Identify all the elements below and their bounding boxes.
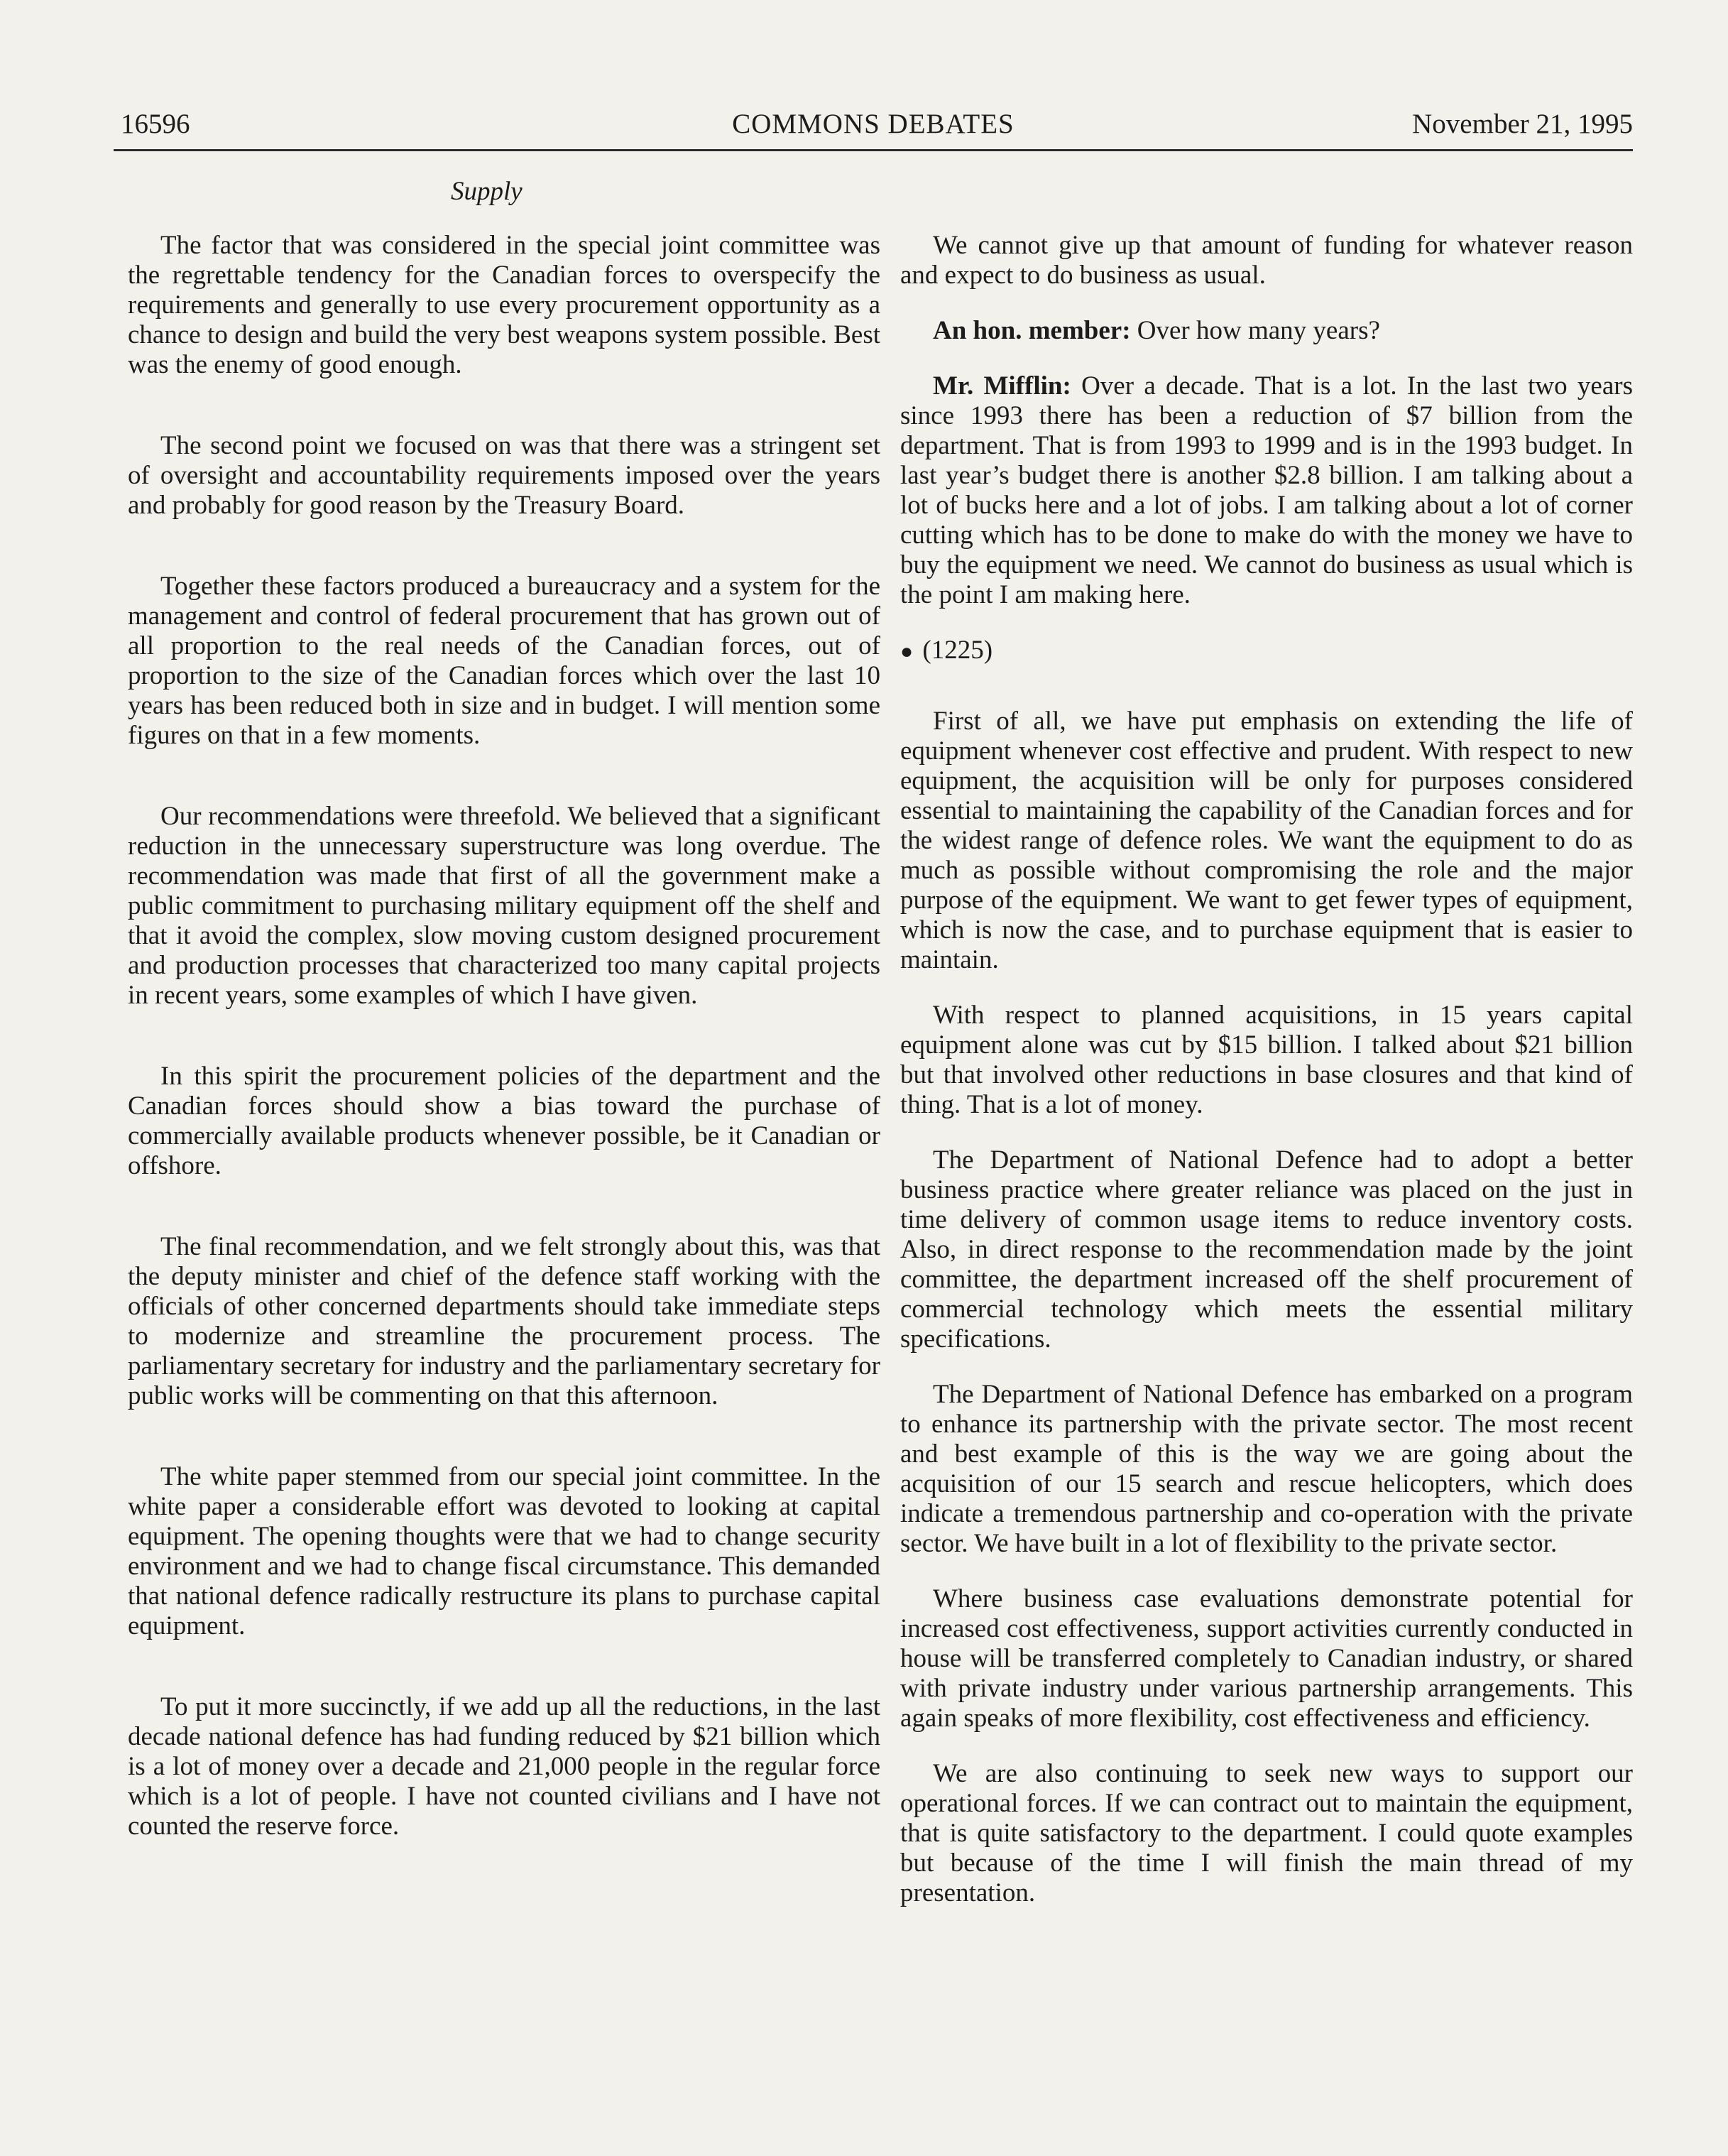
paragraph: The final recommendation, and we felt strongly about this, was that the deputy minister and chief of the defence staff working with the officials of other concerned departments should take immediate steps to modernize and streamline the procurement process. The parliamentary secretary for industry and the parliamentary secretary for public works will be commenting on that this afternoon. <box>128 1232 880 1410</box>
issue-date: November 21, 1995 <box>1412 109 1633 139</box>
left-column <box>128 231 880 1893</box>
right-column <box>900 231 1633 1934</box>
paragraph: The Department of National Defence had to adopt a better business practice where greater reliance was placed on the just in time delivery of common usage items to reduce inventory costs. Also, in direct response to the recommendation made by the joint committee, the department increased off the shelf procurement of commercial technology which meets the essential military specifications. <box>900 1145 1633 1354</box>
paragraph: Together these factors produced a bureaucracy and a system for the management and control of federal procurement that has grown out of all proportion to the real needs of the Canadian forces, out of proportion to the size of the Canadian forces which over the last 10 years has been reduced both in size and in budget. I will mention some figures on that in a few moments. <box>128 572 880 750</box>
paragraph: First of all, we have put emphasis on extending the life of equipment whenever cost effective and prudent. With respect to new equipment, the acquisition will be only for purposes considered essential to maintaining the capability of the Canadian forces and for the widest range of defence roles. We want the equipment to do as much as possible without compromising the role and the major purpose of the equipment. We want to get fewer types of equipment, which is now the case, and to purchase equipment that is easier to maintain. <box>900 707 1633 974</box>
time-marker <box>900 636 1633 667</box>
publication-title: COMMONS DEBATES <box>732 109 1015 139</box>
speech-text: Over a decade. That is a lot. In the last two years since 1993 there has been a reduction of $7 billion from the department. That is from 1993 to 1999 and is in the 1993 budget. In last year’s budget there is another $2.8 billion. I am talking about a lot of bucks here and a lot of jobs. I am talking about a lot of corner cutting which has to be done to make do with the money we have to buy the equipment we need. We cannot do business as usual which is the point I am making here. <box>900 371 1633 609</box>
page-number: 16596 <box>121 109 190 139</box>
paragraph: In this spirit the procurement policies of the department and the Canadian forces should show a bias toward the purchase of commercially available products whenever possible, be it Canadian or offshore. <box>128 1062 880 1180</box>
speaker-name: Mr. Mifflin: <box>933 371 1071 401</box>
paragraph: Our recommendations were threefold. We believed that a significant reduction in the unnecessary superstructure was long overdue. The recommendation was made that first of all the government make a public commitment to purchasing military equipment off the shelf and that it avoid the complex, slow moving custom designed procurement and production processes that characterized too many capital projects in recent years, some examples of which I have given. <box>128 802 880 1010</box>
paragraph: Where business case evaluations demonstrate potential for increased cost effectiveness, support activities currently conducted in house will be transferred completely to Canadian industry, or shared with private industry under various partnership arrangements. This again speaks of more flexibility, cost effectiveness and efficiency. <box>900 1584 1633 1733</box>
time-marker-text: (1225) <box>922 636 993 665</box>
paragraph: We cannot give up that amount of funding for whatever reason and expect to do business as usual. <box>900 231 1633 290</box>
paragraph: We are also continuing to seek new ways to support our operational forces. If we can contract out to maintain the equipment, that is quite satisfactory to the department. I could quote examples but because of the time I will finish the main thread of my presentation. <box>900 1759 1633 1907</box>
speaker-name: An hon. member: <box>933 316 1131 345</box>
bullet-icon: ● <box>900 640 914 663</box>
header-rule <box>114 149 1633 151</box>
page-header <box>114 108 1633 151</box>
speech-text: Over how many years? <box>1137 316 1380 345</box>
paragraph: The Department of National Defence has embarked on a program to enhance its partnership with the private sector. The most recent and best example of this is the way we are going about the acquisition of our 15 search and rescue helicopters, which does indicate a tremendous partnership and co-operation with the private sector. We have built in a lot of flexibility to the private sector. <box>900 1380 1633 1558</box>
paragraph: The white paper stemmed from our special joint committee. In the white paper a considerable effort was devoted to looking at capital equipment. The opening thoughts were that we had to change security environment and we had to change fiscal circumstance. This demanded that national defence radically restructure its plans to purchase capital equipment. <box>128 1462 880 1640</box>
paragraph: The factor that was considered in the special joint committee was the regrettable tendency for the Canadian forces to overspecify the requirements and generally to use every procurement opportunity as a chance to design and build the very best weapons system possible. Best was the enemy of good enough. <box>128 231 880 379</box>
paragraph: With respect to planned acquisitions, in 15 years capital equipment alone was cut by $15 billion. I talked about $21 billion but that involved other reductions in base closures and that kind of thing. That is a lot of money. <box>900 1001 1633 1119</box>
paragraph: The second point we focused on was that there was a stringent set of oversight and accountability requirements imposed over the years and probably for good reason by the Treasury Board. <box>128 431 880 520</box>
section-title: Supply <box>451 177 523 206</box>
speech <box>900 371 1633 610</box>
interjection <box>900 316 1633 346</box>
paragraph: To put it more succinctly, if we add up all the reductions, in the last decade national defence has had funding reduced by $21 billion which is a lot of money over a decade and 21,000 people in the regular force which is a lot of people. I have not counted civilians and I have not counted the reserve force. <box>128 1692 880 1841</box>
